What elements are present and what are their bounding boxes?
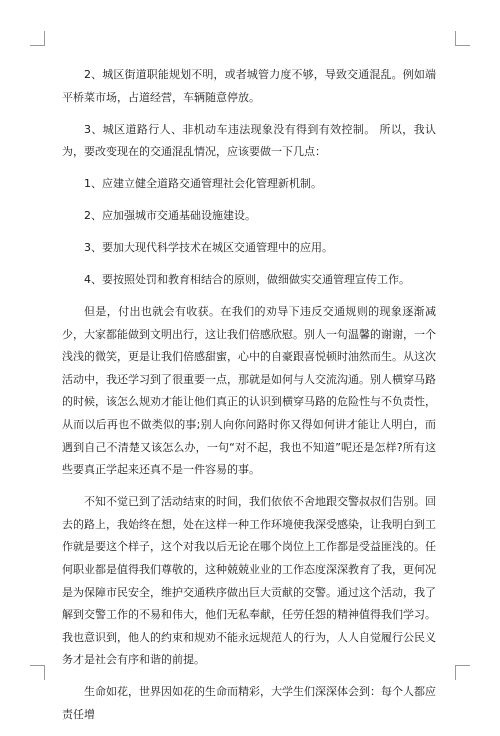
paragraph-pedestrian-violations: 3、城区道路行人、非机动车违法现象没有得到有效控制。 所以，我认为，要改变现在的交通混乱情况，应该要做一下几点： xyxy=(62,122,436,159)
crop-mark-top-right xyxy=(455,31,470,46)
paragraph-rewards: 但是，付出也就会有收获。在我们的劝导下违反交通规则的现象逐渐减少，大家都能做到文明出行，这让我们倍感欣慰。别人一句温馨的谢谢，一个浅浅的微笑，更是让我们倍感甜蜜，心中的自豪跟喜悦顿时油然而生。从这次活动中，我还学习到了很重要一点，那就是如何与人交流沟通。别人横穿马路的时候，该怎么规劝才能让他们真正的认识到横穿马路的危险性与不负责性，从而以后再也不做类似的事;别人向你问路时你又得如何讲才能让人明白，而遇到自己不清楚又该怎么办，一句“对不起，我也不知道”呢还是怎样?所有这些要真正学起来还真不是一件容易的事。 xyxy=(62,305,436,477)
paragraph-measure-4: 4、要按照处罚和教育相结合的原则，做细做实交通管理宣传工作。 xyxy=(84,273,410,287)
crop-mark-bottom-left xyxy=(30,665,45,680)
crop-mark-top-left xyxy=(30,31,45,46)
crop-mark-bottom-right xyxy=(455,665,470,680)
document-body xyxy=(62,64,436,736)
paragraph-measure-3: 3、要加大现代科学技术在城区交通管理中的应用。 xyxy=(84,241,333,255)
paragraph-activity-end: 不知不觉已到了活动结束的时间，我们依依不舍地跟交警叔叔们告别。回去的路上，我始终在想，处在这样一种工作环境使我深受感染，让我明白到工作就是要这个样子，这个对我以后无论在哪个岗位上工作都是受益匪浅的。任何职业都是值得我们尊敬的，这种兢兢业业的工作态度深深教育了我，更何况是为保障市民安全，维护交通秩序做出巨大贡献的交警。通过这个活动，我了解到交警工作的不易和伟大，他们无私奉献，任劳任怨的精神值得我们学习。我也意识到，他人的约束和规劝不能永远规范人的行为，人人自觉履行公民义务才是社会有序和谐的前提。 xyxy=(62,495,436,667)
paragraph-life-like-flower: 生命如花，世界因如花的生命而精彩，大学生们深深体会到：每个人都应责任增 xyxy=(62,685,436,721)
paragraph-measure-2: 2、应加强城市交通基础设施建设。 xyxy=(84,209,256,223)
paragraph-measure-1: 1、应建立健全道路交通管理社会化管理新机制。 xyxy=(84,177,322,191)
paragraph-district-street-planning: 2、城区街道职能规划不明，或者城管力度不够，导致交通混乱。例如端平桥菜市场，占道经营，车辆随意停放。 xyxy=(62,68,436,104)
